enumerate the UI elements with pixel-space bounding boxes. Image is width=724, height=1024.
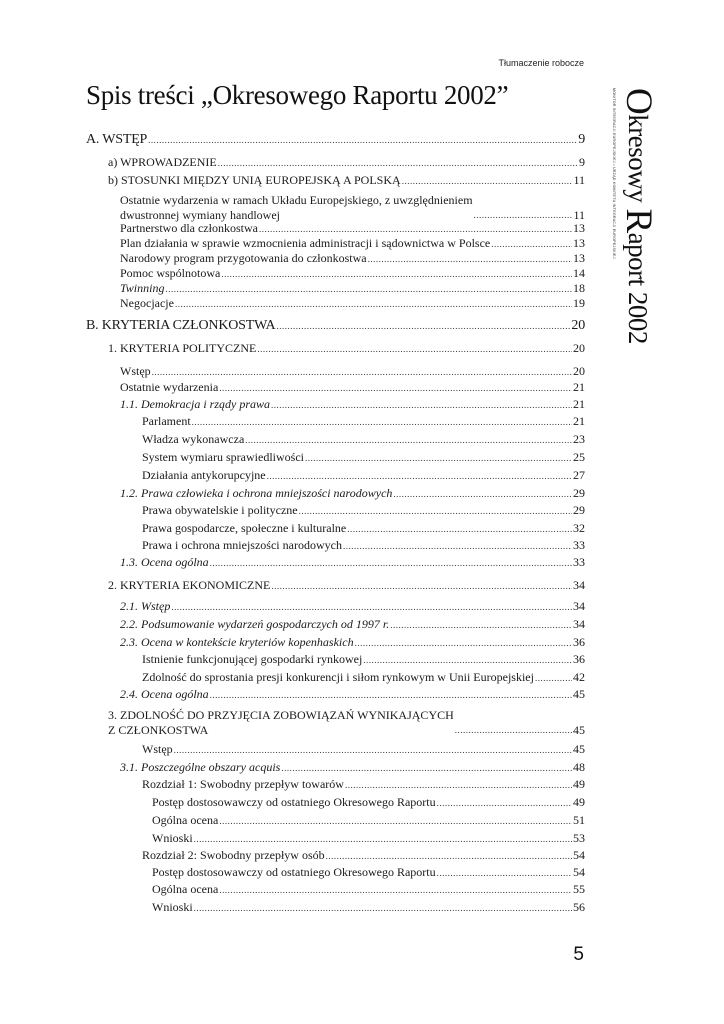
toc-leader-dots: [148, 133, 577, 148]
toc-entry-page: 34: [573, 617, 585, 631]
toc-leader-dots: [194, 832, 572, 847]
toc-entry-page: 45: [573, 723, 585, 737]
toc-entry: [86, 414, 585, 430]
toc-entry: [86, 742, 585, 758]
toc-entry: [86, 221, 585, 237]
toc-entry: [86, 341, 585, 357]
toc-entry-page: 20: [573, 364, 585, 378]
toc-entry-page: 49: [573, 795, 585, 809]
toc-entry-page: 42: [573, 670, 585, 684]
toc-entry-title: Wstęp: [142, 742, 173, 756]
toc-entry: [86, 555, 585, 571]
toc-entry-title: Prawa obywatelskie i polityczne: [142, 503, 298, 517]
toc-leader-dots: [219, 381, 572, 396]
toc-entry-page: 45: [573, 742, 585, 756]
toc-entry: [86, 397, 585, 413]
toc-entry: [86, 882, 585, 898]
toc-entry-page: 21: [573, 380, 585, 394]
toc-leader-dots: [175, 297, 572, 312]
toc-entry: [86, 281, 585, 297]
toc-entry-page: 34: [573, 599, 585, 613]
toc-entry-title: Negocjacje: [120, 296, 174, 310]
toc-entry-page: 25: [573, 450, 585, 464]
toc-entry-page: 21: [573, 414, 585, 428]
toc-entry: [86, 831, 585, 847]
toc-entry-title: Twinning: [120, 281, 165, 295]
toc-entry-title: Zdolność do sprostania presji konkurencji i siłom rynkowym w Unii Europejskiej: [142, 670, 534, 684]
toc-entry-page: 14: [573, 266, 585, 280]
toc-entry: [86, 652, 585, 668]
toc-leader-dots: [210, 556, 572, 571]
toc-entry: [86, 266, 585, 282]
page-title: Spis treści „Okresowego Raportu 2002”: [86, 80, 509, 110]
toc-entry-page: 54: [573, 848, 585, 862]
toc-entry-title-line2: dwustronnej wymiany handlowej: [120, 208, 280, 222]
toc-leader-dots: [174, 743, 572, 758]
toc-entry-title: Istnienie funkcjonującej gospodarki rynkowej: [142, 652, 363, 666]
toc-entry-title: Wnioski: [152, 831, 193, 845]
toc-leader-dots: [245, 433, 572, 448]
toc-entry-title: Postęp dostosowawczy od ostatniego Okresowego Raportu: [152, 865, 436, 879]
toc-leader-dots: [271, 579, 572, 594]
toc-entry: [86, 236, 585, 252]
toc-leader-dots: [221, 267, 572, 282]
toc-entry: [86, 617, 585, 633]
toc-entry-title: B. KRYTERIA CZŁONKOSTWA: [86, 318, 276, 333]
toc-entry-title: [108, 708, 454, 738]
toc-leader-dots: [165, 282, 572, 297]
toc-entry-title: b) STOSUNKI MIĘDZY UNIĄ EUROPEJSKĄ A POLSKĄ: [108, 173, 401, 187]
toc-entry-title: 2.3. Ocena w kontekście kryteriów kopenhaskich: [120, 635, 354, 649]
toc-entry-title: Wstęp: [120, 364, 151, 378]
toc-leader-dots: [218, 156, 578, 171]
toc-leader-dots: [267, 469, 572, 484]
toc-entry: [86, 380, 585, 396]
toc-entry-title: Prawa i ochrona mniejszości narodowych: [142, 538, 342, 552]
toc-entry-page: 49: [573, 777, 585, 791]
toc-entry-title: System wymiaru sprawiedliwości: [142, 450, 304, 464]
toc-entry: [86, 599, 585, 615]
toc-leader-dots: [368, 252, 572, 267]
toc-leader-dots: [345, 778, 572, 793]
toc-leader-dots: [535, 671, 572, 686]
toc-entry: [86, 318, 585, 334]
toc-entry-page: 9: [578, 132, 585, 147]
header-note: Tłumaczenie robocze: [498, 58, 584, 68]
toc-entry: [86, 364, 585, 380]
toc-entry-title: 2.4. Ocena ogólna: [120, 687, 209, 701]
toc-entry-title: Postęp dostosowawczy od ostatniego Okresowego Raportu: [152, 795, 436, 809]
toc-leader-dots: [192, 415, 572, 430]
toc-leader-dots: [210, 688, 572, 703]
toc-entry: [86, 578, 585, 594]
toc-entry-page: 36: [573, 635, 585, 649]
toc-entry-title: Ostatnie wydarzenia: [120, 380, 219, 394]
toc-leader-dots: [194, 901, 572, 916]
toc-entry-title: 2.2. Podsumowanie wydarzeń gospodarczych od 1997 r.: [120, 617, 390, 631]
toc-entry-title: Rozdział 1: Swobodny przepływ towarów: [142, 777, 344, 791]
toc-leader-dots: [219, 883, 572, 898]
toc-leader-dots: [276, 319, 570, 334]
toc-entry-page: 21: [573, 397, 585, 411]
toc-entry-title-line1: Ostatnie wydarzenia w ramach Układu Europejskiego, z uwzględnieniem: [120, 193, 473, 207]
toc-entry-page: 13: [573, 221, 585, 235]
toc-leader-dots: [390, 618, 572, 633]
toc-leader-dots: [152, 365, 572, 380]
toc-leader-dots: [299, 504, 572, 519]
toc-entry: [86, 173, 585, 189]
toc-entry-page: 13: [573, 236, 585, 250]
toc-leader-dots: [219, 814, 572, 829]
toc-entry-page: 54: [573, 865, 585, 879]
toc-entry: [86, 777, 585, 793]
toc-entry-page: 48: [573, 760, 585, 774]
toc-entry: [86, 813, 585, 829]
toc-entry: [86, 708, 585, 738]
toc-entry-title: Prawa gospodarcze, społeczne i kulturalne: [142, 521, 347, 535]
toc-entry-title: Narodowy program przygotowania do członkostwa: [120, 251, 367, 265]
toc-entry: [86, 296, 585, 312]
toc-leader-dots: [305, 451, 572, 466]
toc-entry: [86, 865, 585, 881]
toc-entry: [86, 900, 585, 916]
toc-leader-dots: [437, 796, 572, 811]
toc-entry: [86, 468, 585, 484]
toc-leader-dots: [402, 174, 573, 189]
toc-entry-page: 33: [573, 555, 585, 569]
toc-leader-dots: [437, 866, 572, 881]
toc-entry-title: A. WSTĘP: [86, 132, 148, 147]
toc-entry: [86, 193, 585, 223]
toc-entry-title: Działania antykorupcyjne: [142, 468, 266, 482]
toc-entry-title: 1.2. Prawa człowieka i ochrona mniejszości narodowych: [120, 486, 393, 500]
toc-entry-page: 32: [573, 521, 585, 535]
toc-leader-dots: [491, 237, 572, 252]
toc-leader-dots: [455, 723, 572, 738]
toc-leader-dots: [257, 342, 572, 357]
toc-leader-dots: [171, 600, 572, 615]
toc-entry-page: 13: [573, 251, 585, 265]
toc-entry: [86, 635, 585, 651]
toc-entry-title: a) WPROWADZENIE: [108, 155, 217, 169]
toc-entry-page: 55: [573, 882, 585, 896]
toc-entry: [86, 848, 585, 864]
toc-entry-page: 29: [573, 486, 585, 500]
toc-leader-dots: [259, 222, 572, 237]
toc-entry-title: 3.1. Poszczególne obszary acquis: [120, 760, 281, 774]
toc-entry-page: 19: [573, 296, 585, 310]
toc-leader-dots: [355, 636, 572, 651]
toc-entry-page: 56: [573, 900, 585, 914]
toc-entry: [86, 132, 585, 148]
toc-entry-title: Pomoc wspólnotowa: [120, 266, 221, 280]
toc-entry-title: Ogólna ocena: [152, 882, 219, 896]
toc-leader-dots: [326, 849, 572, 864]
toc-entry-title: Rozdział 2: Swobodny przepływ osób: [142, 848, 325, 862]
toc-entry-title: Parlament: [142, 414, 191, 428]
toc-entry: [86, 450, 585, 466]
toc-entry-title-line1: 3. ZDOLNOŚĆ DO PRZYJĘCIA ZOBOWIĄZAŃ WYNIKAJĄCYCH: [108, 708, 454, 722]
toc-entry-page: 9: [579, 155, 585, 169]
toc-entry-title: Wnioski: [152, 900, 193, 914]
toc-entry: [86, 503, 585, 519]
toc-entry-page: 23: [573, 432, 585, 446]
toc-leader-dots: [363, 653, 572, 668]
toc-entry-title: Plan działania w sprawie wzmocnienia administracji i sądownictwa w Polsce: [120, 236, 491, 250]
toc-entry-page: 18: [573, 281, 585, 295]
toc-entry: [86, 795, 585, 811]
toc-entry-title: 2. KRYTERIA EKONOMICZNE: [108, 578, 271, 592]
toc-entry-page: 11: [573, 173, 585, 187]
toc-entry-title: 1.1. Demokracja i rządy prawa: [120, 397, 270, 411]
toc-entry: [86, 486, 585, 502]
toc-entry: [86, 538, 585, 554]
toc-entry-page: 11: [573, 208, 585, 222]
toc-entry: [86, 521, 585, 537]
toc-entry-title: Ogólna ocena: [152, 813, 219, 827]
side-subtitle: MONITOR INTEGRACJI EUROPEJSKIEJ • URZĄD KOMITETU INTEGRACJI EUROPEJSKIEJ: [612, 88, 616, 259]
toc-leader-dots: [281, 761, 572, 776]
toc-entry-title: Władza wykonawcza: [142, 432, 245, 446]
toc-entry-title-line2: Z CZŁONKOSTWA: [108, 723, 209, 737]
toc-entry: [86, 760, 585, 776]
page-number: 5: [573, 944, 584, 965]
toc-entry-page: 36: [573, 652, 585, 666]
toc-entry-title: 1. KRYTERIA POLITYCZNE: [108, 341, 257, 355]
toc-entry-title: 2.1. Wstęp: [120, 599, 171, 613]
toc-entry-page: 27: [573, 468, 585, 482]
toc-leader-dots: [271, 398, 572, 413]
toc-entry: [86, 155, 585, 171]
toc-leader-dots: [343, 539, 572, 554]
toc-entry-title: [120, 193, 473, 223]
toc-entry-page: 20: [571, 318, 585, 333]
toc-entry-page: 53: [573, 831, 585, 845]
toc-entry: [86, 432, 585, 448]
toc-entry-page: 34: [573, 578, 585, 592]
toc-entry-page: 33: [573, 538, 585, 552]
toc-entry-title: 1.3. Ocena ogólna: [120, 555, 209, 569]
toc-entry-title: Partnerstwo dla członkostwa: [120, 221, 258, 235]
toc-entry-page: 20: [573, 341, 585, 355]
toc-entry: [86, 687, 585, 703]
toc-entry-page: 29: [573, 503, 585, 517]
side-title: Okresowy Raport 2002: [618, 88, 659, 344]
toc-leader-dots: [347, 522, 572, 537]
toc-entry: [86, 670, 585, 686]
toc-entry-page: 51: [573, 813, 585, 827]
toc-entry: [86, 251, 585, 267]
toc-leader-dots: [393, 487, 572, 502]
toc-entry-page: 45: [573, 687, 585, 701]
